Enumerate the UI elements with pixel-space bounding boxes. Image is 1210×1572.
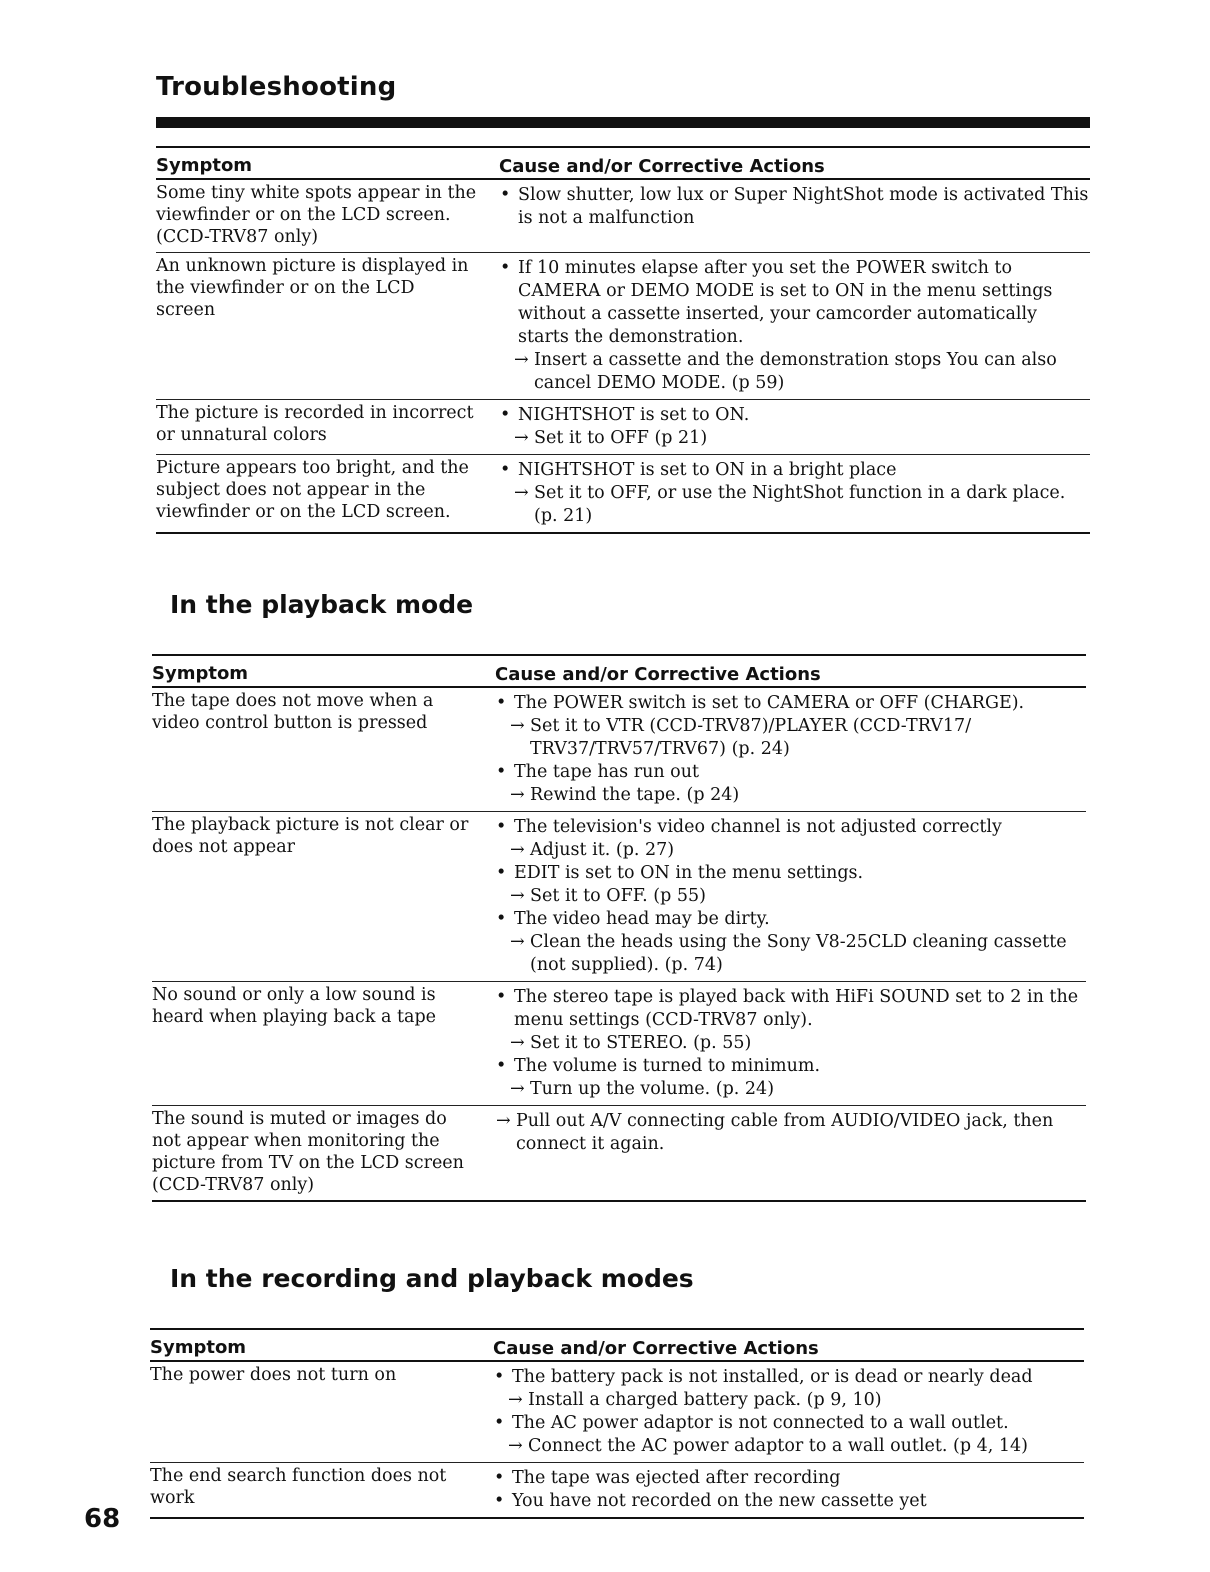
- cause-item: [496, 1055, 1086, 1078]
- page-number: 68: [84, 1504, 121, 1534]
- cause-item: [496, 908, 1086, 931]
- table-general: [156, 146, 1090, 534]
- action-text: Set it to OFF, or use the NightShot function in a dark place. (p. 21): [534, 483, 1066, 526]
- header-symptom: Symptom: [156, 155, 253, 176]
- cause-cell: [486, 455, 1090, 532]
- table-row: [152, 982, 1086, 1106]
- section-heading-recording-playback: In the recording and playback modes: [170, 1264, 694, 1293]
- arrow-icon: →: [514, 483, 529, 503]
- bullet-icon: •: [496, 909, 507, 929]
- symptom-cell: No sound or only a low sound is heard when playing back a tape: [152, 985, 437, 1027]
- arrow-icon: →: [510, 1079, 525, 1099]
- action-text: Set it to OFF. (p 55): [530, 886, 706, 906]
- cause-text: The volume is turned to minimum.: [514, 1056, 821, 1076]
- table-recording-playback: [150, 1328, 1084, 1519]
- cause-text: The stereo tape is played back with HiFi SOUND set to 2 in the menu settings (CCD-TRV87 only).: [514, 987, 1079, 1030]
- symptom-cell: The picture is recorded in incorrect or unnatural colors: [156, 403, 474, 445]
- cause-text: The video head may be dirty.: [514, 909, 770, 929]
- action-text: Clean the heads using the Sony V8-25CLD cleaning cassette (not supplied). (p. 74): [530, 932, 1067, 975]
- action-item: [496, 715, 1086, 761]
- action-item: [496, 885, 1086, 908]
- arrow-icon: →: [508, 1436, 523, 1456]
- cause-item: [500, 184, 1090, 230]
- cause-cell: [486, 400, 1090, 454]
- action-item: [500, 482, 1090, 528]
- title-rule: [156, 117, 1090, 128]
- arrow-icon: →: [514, 428, 529, 448]
- cause-text: NIGHTSHOT is set to ON in a bright place: [518, 460, 897, 480]
- action-text: Rewind the tape. (p 24): [530, 785, 740, 805]
- action-item: [500, 427, 1090, 450]
- symptom-cell: The sound is muted or images do not appear when monitoring the picture from TV on the LCD screen (CCD-TRV87 only): [152, 1109, 464, 1195]
- cause-item: [496, 816, 1086, 839]
- bullet-icon: •: [500, 460, 511, 480]
- arrow-icon: →: [510, 886, 525, 906]
- action-item: [494, 1389, 1084, 1412]
- bullet-icon: •: [496, 987, 507, 1007]
- table-row: [150, 1362, 1084, 1463]
- arrow-icon: →: [514, 350, 529, 370]
- symptom-cell: The power does not turn on: [150, 1365, 397, 1385]
- cause-text: The tape was ejected after recording: [512, 1468, 841, 1488]
- cause-item: [500, 459, 1090, 482]
- arrow-icon: →: [510, 840, 525, 860]
- cause-text: The battery pack is not installed, or is dead or nearly dead: [512, 1367, 1033, 1387]
- bullet-icon: •: [496, 817, 507, 837]
- table-row: [152, 812, 1086, 982]
- table-row: [156, 253, 1090, 400]
- table-row: [156, 400, 1090, 455]
- bullet-icon: •: [496, 762, 507, 782]
- cause-cell: [482, 1106, 1086, 1200]
- symptom-cell: Picture appears too bright, and the subject does not appear in the viewfinder or on the LCD screen.: [156, 458, 469, 522]
- cause-cell: [482, 812, 1086, 981]
- bullet-icon: •: [496, 693, 507, 713]
- cause-item: [494, 1366, 1084, 1389]
- action-text: Install a charged battery pack. (p 9, 10): [528, 1390, 882, 1410]
- cause-cell: [486, 180, 1090, 252]
- arrow-icon: →: [510, 716, 525, 736]
- cause-text: NIGHTSHOT is set to ON.: [518, 405, 750, 425]
- symptom-cell: The tape does not move when a video control button is pressed: [152, 691, 434, 733]
- header-cause: Cause and/or Corrective Actions: [495, 664, 821, 685]
- cause-text: The AC power adaptor is not connected to a wall outlet.: [512, 1413, 1009, 1433]
- bullet-icon: •: [494, 1367, 505, 1387]
- bullet-icon: •: [500, 185, 511, 205]
- cause-text: The television's video channel is not adjusted correctly: [514, 817, 1002, 837]
- symptom-cell: Some tiny white spots appear in the viewfinder or on the LCD screen. (CCD-TRV87 only): [156, 183, 477, 247]
- cause-cell: [480, 1362, 1084, 1462]
- cause-text: EDIT is set to ON in the menu settings.: [514, 863, 864, 883]
- arrow-icon: →: [510, 1033, 525, 1053]
- action-item: [496, 839, 1086, 862]
- action-item: [496, 784, 1086, 807]
- cause-text: If 10 minutes elapse after you set the POWER switch to CAMERA or DEMO MODE is set to ON in the menu settings without a cassette inserted, your camcorder automatically starts the demonstration.: [518, 258, 1053, 347]
- action-text: Set it to VTR (CCD-TRV87)/PLAYER (CCD-TRV17/ TRV37/TRV57/TRV67) (p. 24): [530, 716, 972, 759]
- table-row: [156, 180, 1090, 253]
- action-item: [496, 1110, 1086, 1156]
- table-row: [150, 1463, 1084, 1519]
- cause-item: [500, 404, 1090, 427]
- action-item: [496, 931, 1086, 977]
- cause-item: [496, 862, 1086, 885]
- cause-item: [496, 692, 1086, 715]
- action-text: Pull out A/V connecting cable from AUDIO/VIDEO jack, then connect it again.: [516, 1111, 1054, 1154]
- cause-item: [494, 1467, 1084, 1490]
- cause-item: [496, 986, 1086, 1032]
- cause-item: [496, 761, 1086, 784]
- table-playback: [152, 654, 1086, 1202]
- arrow-icon: →: [508, 1390, 523, 1410]
- bullet-icon: •: [494, 1413, 505, 1433]
- action-text: Set it to STEREO. (p. 55): [530, 1033, 752, 1053]
- arrow-icon: →: [510, 785, 525, 805]
- table-row: [152, 688, 1086, 812]
- table-row: [152, 1106, 1086, 1202]
- bullet-icon: •: [494, 1491, 505, 1511]
- symptom-cell: The end search function does not work: [150, 1466, 447, 1508]
- cause-item: [500, 257, 1090, 349]
- action-item: [500, 349, 1090, 395]
- header-cause: Cause and/or Corrective Actions: [493, 1338, 819, 1359]
- cause-text: Slow shutter, low lux or Super NightShot mode is activated This is not a malfunction: [518, 185, 1089, 228]
- action-text: Adjust it. (p. 27): [530, 840, 675, 860]
- header-symptom: Symptom: [152, 663, 249, 684]
- action-item: [494, 1435, 1084, 1458]
- cause-item: [494, 1412, 1084, 1435]
- action-text: Insert a cassette and the demonstration stops You can also cancel DEMO MODE. (p 59): [534, 350, 1057, 393]
- bullet-icon: •: [496, 863, 507, 883]
- table-header: [152, 654, 1086, 688]
- page-title: Troubleshooting: [156, 72, 397, 102]
- table-row: [156, 455, 1090, 534]
- cause-cell: [480, 1463, 1084, 1517]
- symptom-cell: An unknown picture is displayed in the viewfinder or on the LCD screen: [156, 256, 469, 320]
- table-header: [150, 1328, 1084, 1362]
- action-text: Turn up the volume. (p. 24): [530, 1079, 775, 1099]
- header-cause: Cause and/or Corrective Actions: [499, 156, 825, 177]
- cause-item: [494, 1490, 1084, 1513]
- section-heading-playback: In the playback mode: [170, 590, 474, 619]
- action-item: [496, 1078, 1086, 1101]
- arrow-icon: →: [496, 1111, 511, 1131]
- cause-text: The tape has run out: [514, 762, 700, 782]
- header-symptom: Symptom: [150, 1337, 247, 1358]
- arrow-icon: →: [510, 932, 525, 952]
- action-text: Set it to OFF (p 21): [534, 428, 708, 448]
- table-header: [156, 146, 1090, 180]
- symptom-cell: The playback picture is not clear or does not appear: [152, 815, 469, 857]
- bullet-icon: •: [494, 1468, 505, 1488]
- cause-cell: [486, 253, 1090, 399]
- cause-cell: [482, 688, 1086, 811]
- bullet-icon: •: [500, 258, 511, 278]
- cause-text: You have not recorded on the new cassette yet: [512, 1491, 927, 1511]
- action-text: Connect the AC power adaptor to a wall outlet. (p 4, 14): [528, 1436, 1028, 1456]
- action-item: [496, 1032, 1086, 1055]
- bullet-icon: •: [500, 405, 511, 425]
- cause-cell: [482, 982, 1086, 1105]
- cause-text: The POWER switch is set to CAMERA or OFF (CHARGE).: [514, 693, 1025, 713]
- bullet-icon: •: [496, 1056, 507, 1076]
